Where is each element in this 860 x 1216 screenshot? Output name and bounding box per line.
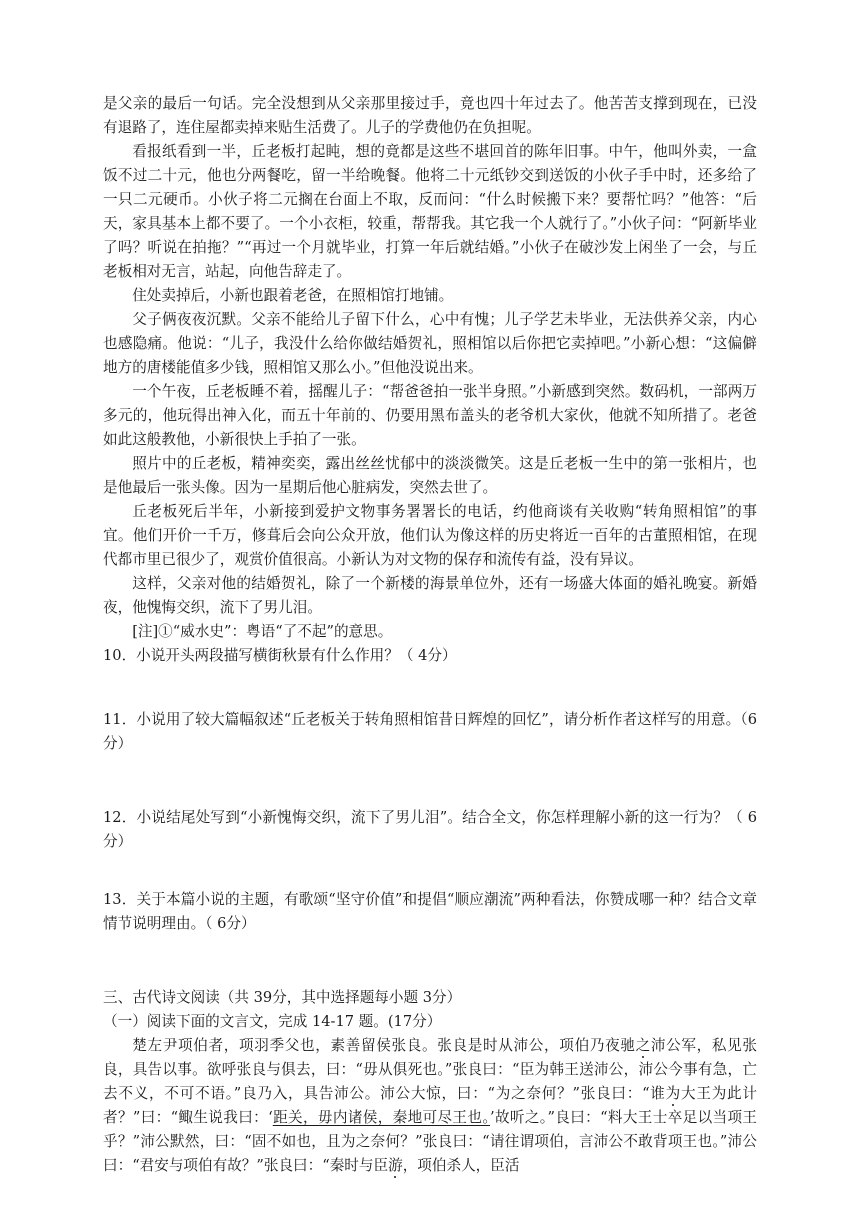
passage-text-g: ’故听之。”良曰：“料大王士卒足以当项王乎？”沛公默然，曰：“固不如也，且为之奈何？”张良曰：“请往谓项伯，言沛公不敢背项王也。”沛公曰：“君安与项伯有故？”张良曰：“秦时与臣 bbox=[103, 1109, 758, 1174]
question-13: 13．关于本篇小说的主题，有歌颂“坚守价值”和提倡“顺应潮流”两种看法，你赞成哪一种？结合文章情节说明理由。（ 6分） bbox=[103, 891, 757, 932]
passage-text-e: 大王为此计者？”曰：“鲰生说我曰：‘ bbox=[103, 1085, 757, 1126]
passage-text-c: 沛公军，私见张良，具告以事。欲呼张良与俱去，曰：“毋从俱死也。”张良曰：“臣为韩王送沛公，沛公今事有急，亡去不义，不可不语。”良乃入，具告沛公。沛公大惊，曰：“为之奈何？”张良曰：“谁 bbox=[103, 1037, 757, 1102]
underlined-sentence: 距关，毋内诸侯，秦地可尽王也。 bbox=[272, 1109, 490, 1126]
answer-space-12 bbox=[103, 854, 757, 888]
question-12: 12．小说结尾处写到“小新愧悔交织，流下了男儿泪”。结合全文，你怎样理解小新的这一行为？（ 6分） bbox=[103, 809, 757, 850]
question-11: 11．小说用了较大篇幅叙述“丘老板关于转角照相馆昔日辉煌的回忆”，请分析作者这样写的用意。（6分） bbox=[103, 711, 757, 752]
question-10: 10．小说开头两段描写横街秋景有什么作用？（ 4分） bbox=[103, 647, 457, 664]
story-paragraph-2: 看报纸看到一半，丘老板打起盹，想的竟都是这些不堪回首的陈年旧事。中午，他叫外卖，一盒饭不过二十元，他也分两餐吃，留一半给晚餐。他将二十元纸钞交到送饭的小伙子手中时，还多给了一只二元硬币。小伙子将二元搁在台面上不取，反而问：“什么时候搬下来？要帮忙吗？”他答：“后天，家具基本上都不要了。一个小衣柜，较重，帮帮我。其它我一个人就行了。”小伙子问：“阿新毕业了吗？听说在拍拖？”“再过一个月就毕业，打算一年后就结婚。”小伙子在破沙发上闲坐了一会，与丘老板相对无言，站起，向他告辞走了。 bbox=[103, 143, 757, 280]
emphasis-char-you: 游 bbox=[388, 1157, 403, 1174]
classical-passage bbox=[103, 1034, 757, 1178]
document-page bbox=[103, 92, 757, 1178]
emphasis-char-wei: 为 bbox=[665, 1085, 682, 1102]
story-paragraph-8: 这样，父亲对他的结婚贺礼，除了一个新楼的海景单位外，还有一场盛大体面的婚礼晚宴。新婚夜，他愧悔交织，流下了男儿泪。 bbox=[103, 575, 757, 616]
story-paragraph-3: 住处卖掉后，小新也跟着老爸，在照相馆打地铺。 bbox=[132, 287, 454, 304]
section-3-title: 三、古代诗文阅读（共 39分，其中选择题每小题 3分） bbox=[103, 989, 462, 1006]
story-note: [注]①“威水史”：粤语“了不起”的意思。 bbox=[132, 623, 393, 640]
story-paragraph-5: 一个午夜，丘老板睡不着，摇醒儿子：“帮爸爸拍一张半身照。”小新感到突然。数码机，一部两万多元的，他玩得出神入化，而五十年前的、仍要用黑布盖头的老爷机大家伙，他就不知所措了。老爸如此这般教他，小新很快上手拍了一张。 bbox=[103, 383, 757, 448]
answer-space-13 bbox=[103, 936, 757, 986]
story-paragraph-4: 父子俩夜夜沉默。父亲不能给儿子留下什么，心中有愧；儿子学艺未毕业，无法供养父亲，内心也感隐痛。他说：“儿子，我没什么给你做结婚贺礼，照相馆以后你把它卖掉吧。”小新心想：“这偏僻地方的唐楼能值多少钱，照相馆又那么小。”但他没说出来。 bbox=[103, 311, 757, 376]
passage-text-i: ，项伯杀人，臣活 bbox=[402, 1157, 520, 1174]
emphasis-char-zhi: 之 bbox=[635, 1037, 651, 1054]
answer-space-10 bbox=[103, 668, 757, 708]
passage-text-a: 楚左尹项伯者，项羽季父也，素善留侯张良。张良是时从沛公，项伯乃夜驰 bbox=[132, 1037, 636, 1054]
story-paragraph-1: 是父亲的最后一句话。完全没想到从父亲那里接过手，竟也四十年过去了。他苦苦支撑到现在，已没有退路了，连住屋都卖掉来贴生活费了。儿子的学费他仍在负担呢。 bbox=[103, 95, 757, 136]
section-3-subtitle: （一）阅读下面的文言文，完成 14-17 题。(17分） bbox=[103, 1013, 442, 1030]
story-paragraph-6: 照片中的丘老板，精神奕奕，露出丝丝忧郁中的淡淡微笑。这是丘老板一生中的第一张相片，也是他最后一张头像。因为一星期后他心脏病发，突然去世了。 bbox=[103, 455, 757, 496]
story-paragraph-7: 丘老板死后半年，小新接到爱护文物事务署署长的电话，约他商谈有关收购“转角照相馆”的事宜。他们开价一千万，修葺后会向公众开放，他们认为像这样的历史将近一百年的古董照相馆，在现代都市里已很少了，观赏价值很高。小新认为对文物的保存和流传有益，没有异议。 bbox=[103, 503, 757, 568]
answer-space-11 bbox=[103, 756, 757, 806]
